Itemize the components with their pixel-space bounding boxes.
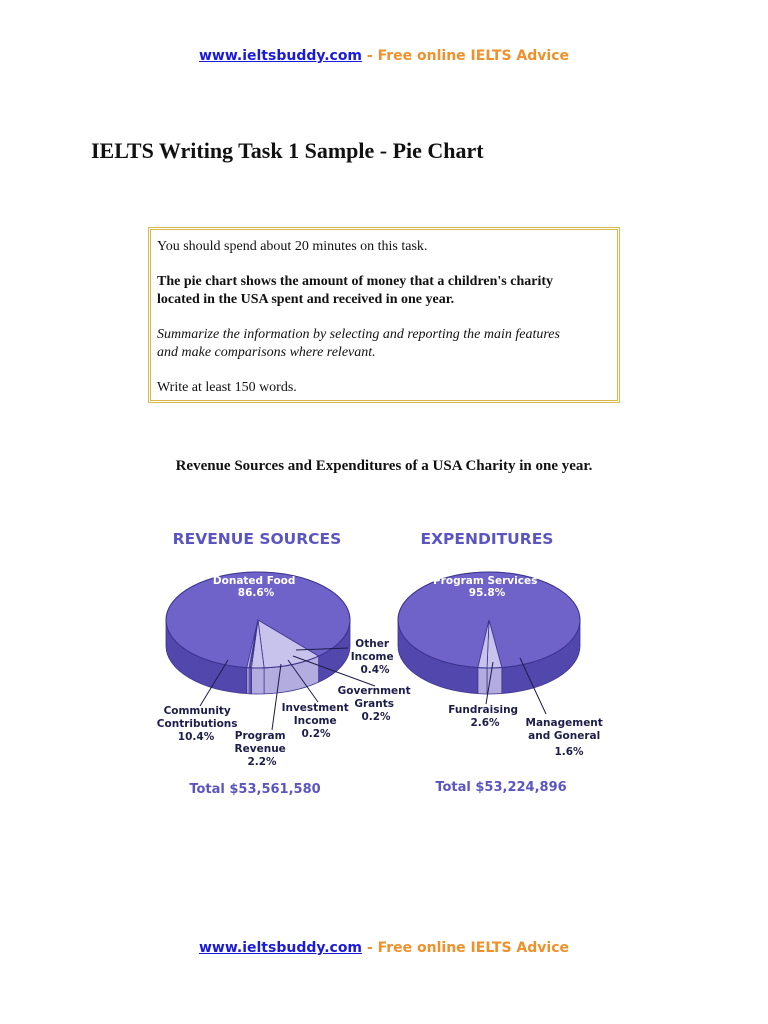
task-word-count: Write at least 150 words. — [157, 380, 297, 395]
label-program-services: Program Services 95.8% — [432, 575, 538, 599]
task-prompt-line: The pie chart shows the amount of money that a children's charity — [157, 274, 554, 289]
label-management-general: Management and Goneral 1.6% — [525, 717, 603, 758]
expenditures-title: EXPENDITURES — [420, 530, 554, 548]
site-tagline: - Free online IELTS Advice — [362, 48, 570, 64]
label-investment-income: Investment Income 0.2% — [281, 702, 349, 740]
task-instruction-line: and make comparisons where relevant. — [157, 345, 376, 360]
pie-side-fundraising — [487, 668, 502, 694]
label-fundraising: Fundraising 2.6% — [448, 704, 519, 729]
label-government-grants: Government Grants 0.2% — [337, 685, 411, 723]
site-footer — [0, 940, 768, 956]
task-instruction-line: Summarize the information by selecting and reporting the main features — [157, 327, 560, 342]
expenditures-chart — [398, 530, 606, 795]
pie-side-program-revenue — [251, 668, 264, 694]
task-time: You should spend about 20 minutes on this task. — [157, 239, 428, 254]
revenue-title: REVENUE SOURCES — [172, 530, 342, 548]
revenue-total: Total $53,561,580 — [189, 782, 321, 797]
chart-heading: Revenue Sources and Expenditures of a USA Charity in one year. — [175, 458, 593, 474]
label-donated-food: Donated Food 86.6% — [212, 575, 296, 599]
label-program-revenue: Program Revenue 2.2% — [234, 730, 286, 768]
task-prompt-line: located in the USA spent and received in one year. — [157, 292, 455, 307]
page-title: IELTS Writing Task 1 Sample - Pie Chart — [91, 138, 484, 163]
pie-side-management-and-general — [478, 668, 487, 694]
revenue-chart — [157, 530, 415, 797]
site-link[interactable]: www.ieltsbuddy.com — [198, 940, 363, 956]
pie-side-other-income — [247, 668, 249, 694]
site-link[interactable]: www.ieltsbuddy.com — [198, 48, 363, 64]
site-tagline: - Free online IELTS Advice — [362, 940, 570, 956]
label-other-income: Other Income 0.4% — [350, 638, 394, 676]
expenditures-total: Total $53,224,896 — [435, 780, 567, 795]
label-community-contributions: Community Contributions 10.4% — [156, 705, 238, 743]
